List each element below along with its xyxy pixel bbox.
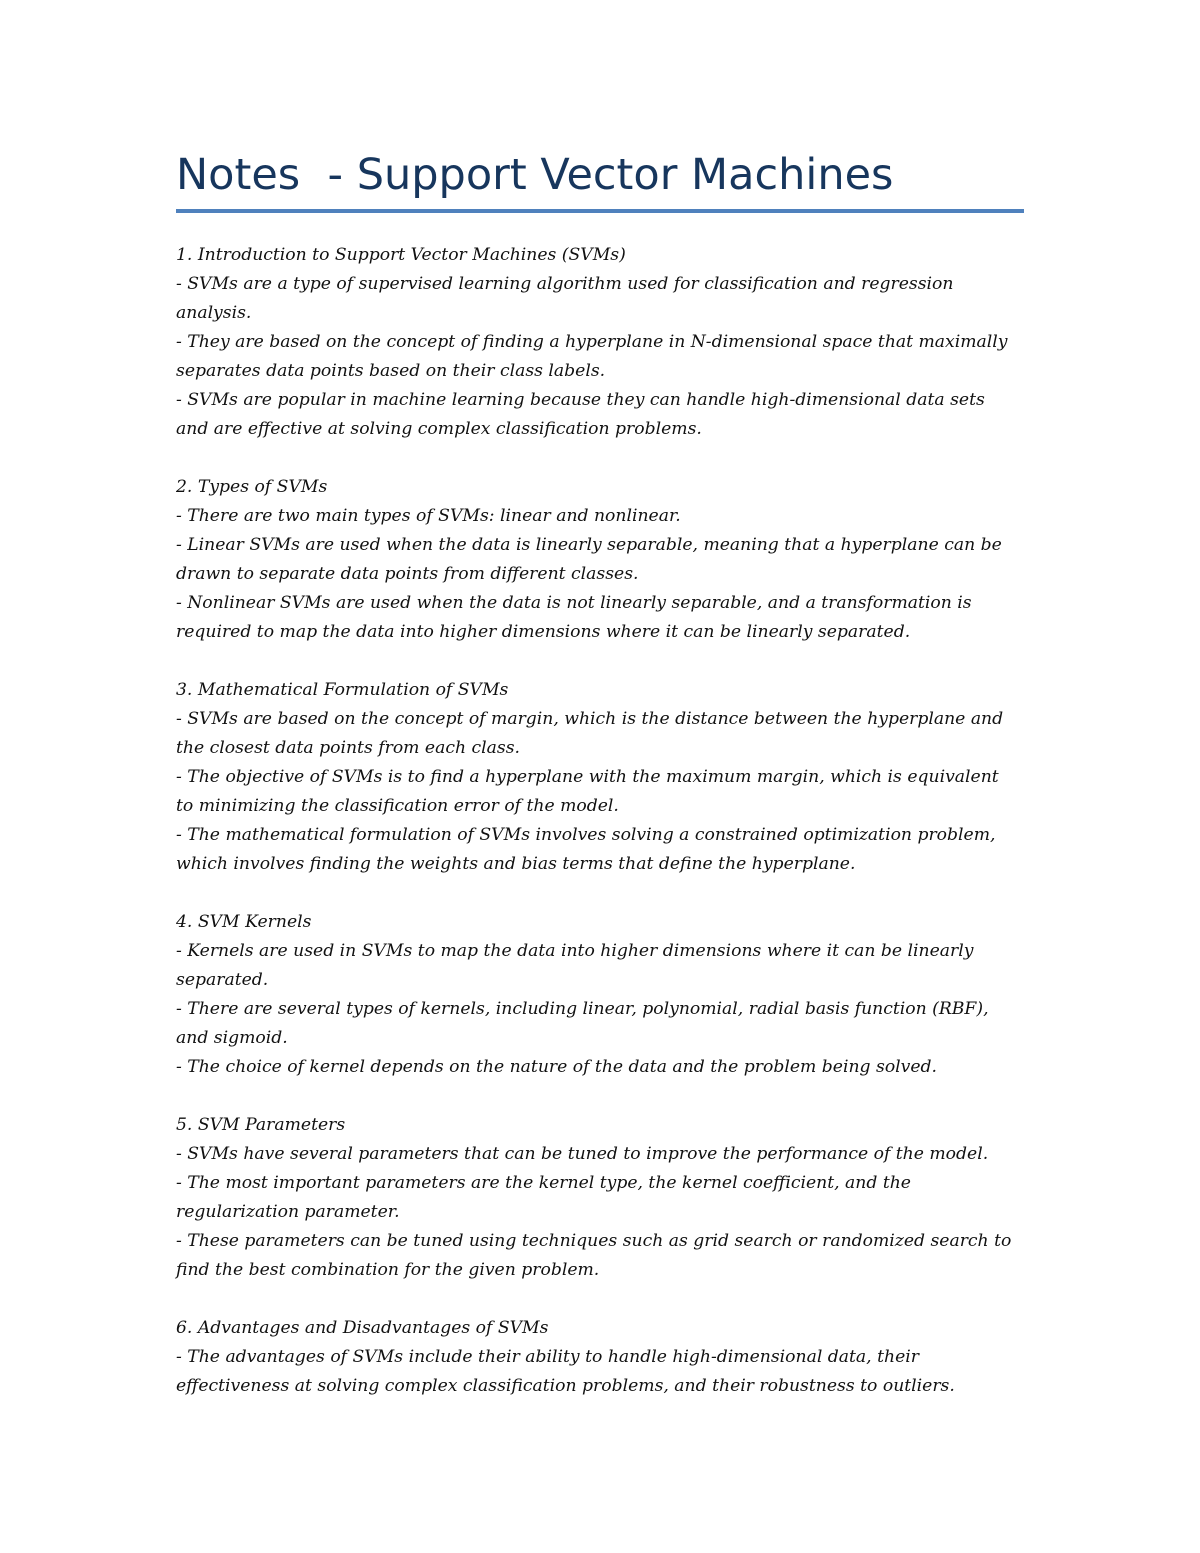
section-text-line: and sigmoid. [176, 1028, 288, 1048]
section-text-line: to minimizing the classification error of the model. [176, 796, 619, 816]
section-text-line: - SVMs are based on the concept of margin, which is the distance between the hyperplane and [176, 709, 1004, 729]
section-heading: 5. SVM Parameters [176, 1115, 346, 1135]
section-text-line: - The objective of SVMs is to find a hyperplane with the maximum margin, which is equivalent [176, 767, 999, 787]
section-text-line: - Nonlinear SVMs are used when the data is not linearly separable, and a transformation is [176, 593, 972, 613]
section-text-line: regularization parameter. [176, 1202, 400, 1222]
section-text-line: - SVMs are popular in machine learning because they can handle high-dimensional data sets [176, 390, 985, 410]
section-2 [176, 473, 1026, 647]
section-text-line: - The most important parameters are the kernel type, the kernel coefficient, and the [176, 1173, 911, 1193]
section-text-line: effectiveness at solving complex classification problems, and their robustness to outliers. [176, 1376, 955, 1396]
section-text-line: the closest data points from each class. [176, 738, 520, 758]
section-1 [176, 241, 1026, 444]
section-text-line: - The mathematical formulation of SVMs involves solving a constrained optimization problem, [176, 825, 996, 845]
section-text-line: which involves finding the weights and bias terms that define the hyperplane. [176, 854, 856, 874]
section-text-line: - They are based on the concept of finding a hyperplane in N-dimensional space that maximally [176, 332, 1008, 352]
section-text-line: - The advantages of SVMs include their ability to handle high-dimensional data, their [176, 1347, 919, 1367]
section-5 [176, 1111, 1026, 1285]
section-text-line: separated. [176, 970, 269, 990]
section-text-line: separates data points based on their class labels. [176, 361, 606, 381]
page-title: Notes - Support Vector Machines [176, 150, 894, 200]
section-3 [176, 676, 1026, 879]
section-text-line: drawn to separate data points from different classes. [176, 564, 639, 584]
section-heading: 4. SVM Kernels [176, 912, 312, 932]
section-text-line: required to map the data into higher dimensions where it can be linearly separated. [176, 622, 911, 642]
section-4 [176, 908, 1026, 1082]
section-text-line: and are effective at solving complex classification problems. [176, 419, 702, 439]
section-heading: 6. Advantages and Disadvantages of SVMs [176, 1318, 549, 1338]
section-6 [176, 1314, 1026, 1401]
title-underline [176, 209, 1024, 213]
section-text-line: find the best combination for the given problem. [176, 1260, 600, 1280]
section-heading: 2. Types of SVMs [176, 477, 328, 497]
section-text-line: - Linear SVMs are used when the data is linearly separable, meaning that a hyperplane can be [176, 535, 1002, 555]
section-text-line: - The choice of kernel depends on the nature of the data and the problem being solved. [176, 1057, 938, 1077]
section-text-line: - There are two main types of SVMs: linear and nonlinear. [176, 506, 681, 526]
section-text-line: - These parameters can be tuned using techniques such as grid search or randomized search to [176, 1231, 1012, 1251]
section-heading: 3. Mathematical Formulation of SVMs [176, 680, 509, 700]
document-body [176, 241, 1026, 1430]
section-heading: 1. Introduction to Support Vector Machines (SVMs) [176, 245, 626, 265]
section-text-line: - Kernels are used in SVMs to map the data into higher dimensions where it can be linearly [176, 941, 974, 961]
section-text-line: - SVMs are a type of supervised learning algorithm used for classification and regression [176, 274, 954, 294]
section-text-line: analysis. [176, 303, 252, 323]
section-text-line: - SVMs have several parameters that can be tuned to improve the performance of the model. [176, 1144, 989, 1164]
section-text-line: - There are several types of kernels, including linear, polynomial, radial basis function (RBF), [176, 999, 989, 1019]
